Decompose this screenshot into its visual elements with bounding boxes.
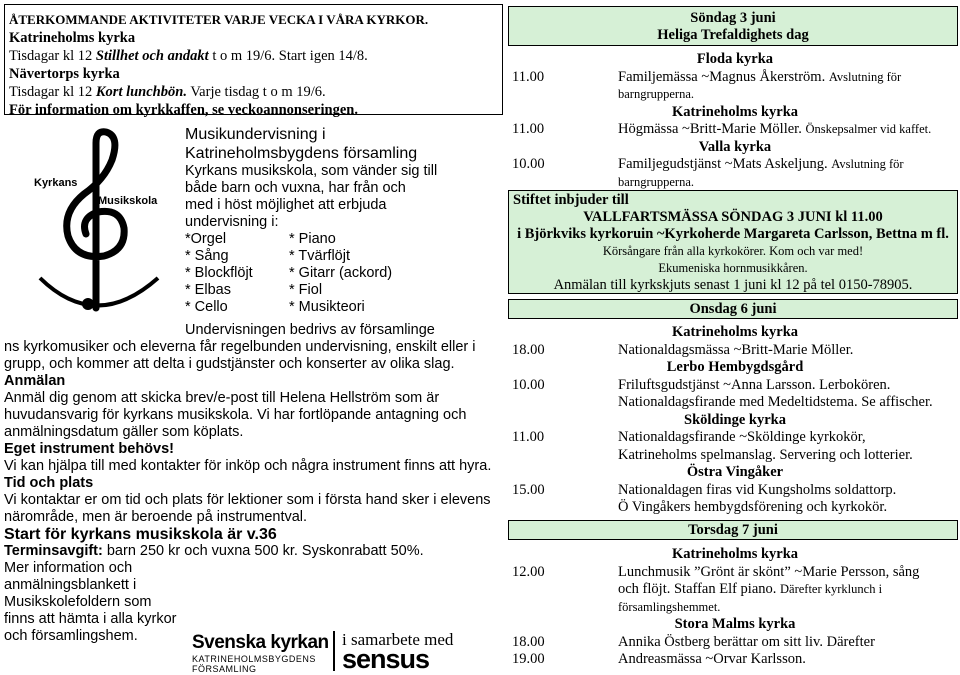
instrument: * Elbas xyxy=(185,282,231,298)
church-name: Floda kyrka xyxy=(696,51,774,67)
samarbete-text: i samarbete med xyxy=(342,630,454,649)
instrument: * Cello xyxy=(185,299,228,315)
treble-clef-icon xyxy=(34,128,164,318)
onsdag-schedule xyxy=(512,324,958,517)
instrument: * Piano xyxy=(289,231,336,247)
svenska-kyrkan-sub: KATRINEHOLMSBYGDENS xyxy=(192,654,316,664)
recurring-activities-box xyxy=(4,4,503,118)
logo-musikskola: Musikskola xyxy=(98,195,158,207)
music-intro-line: undervisning i: xyxy=(185,214,279,230)
stift-event: VALLFARTSMÄSSA SÖNDAG 3 JUNI kl 11.00 xyxy=(583,209,883,225)
instrument: * Gitarr (ackord) xyxy=(289,265,393,281)
onsdag-title: Onsdag 6 juni xyxy=(689,301,777,317)
music-intro-line: Kyrkans musikskola, som vänder sig till xyxy=(185,163,438,179)
instrument-list xyxy=(185,231,505,316)
music-intro-line: både barn och vuxna, har från och xyxy=(185,180,406,196)
music-heading-1: Musikundervisning i xyxy=(185,126,326,143)
music-school-intro xyxy=(185,125,505,316)
time-place-text: Vi kontaktar er om tid och plats för lektioner som i första hand sker i elevens närområde, men är beroende på instrumentval. xyxy=(4,492,491,525)
vallfartsmassa-box xyxy=(508,190,958,294)
instrument: * Musikteori xyxy=(289,299,365,315)
music-heading-2: Katrineholmsbygdens församling xyxy=(185,145,418,162)
onsdag-header xyxy=(508,299,958,319)
torsdag-schedule xyxy=(512,546,958,669)
stift-invite: Stiftet inbjuder till xyxy=(513,192,629,208)
schedule-row: 11.00 Högmässa ~Britt-Marie Möller. Önskepsalmer vid kaffet. xyxy=(512,121,932,137)
sensus-logo: sensus xyxy=(342,644,430,674)
instrument: * Blockflöjt xyxy=(185,265,253,281)
footer-logos xyxy=(186,628,506,674)
schedule-row: 18.00 Annika Östberg berättar om sitt liv. Därefter xyxy=(512,633,875,650)
instrument-heading: Eget instrument behövs! xyxy=(4,441,174,457)
start-heading: Start för kyrkans musikskola är v.36 xyxy=(4,526,277,543)
schedule-row: 10.00 Familjegudstjänst ~Mats Askeljung. Avslutning för barngrupperna. xyxy=(512,156,904,189)
schedule-row: 19.00 Andreasmässa ~Orvar Karlsson. xyxy=(512,651,806,667)
katrineholms-kyrka-label: Katrineholms kyrka xyxy=(9,30,136,46)
svenska-kyrkan-logo: Svenska kyrkan xyxy=(192,632,329,653)
instrument: *Orgel xyxy=(185,231,227,247)
schedule-row: 12.00 Lunchmusik ”Grönt är skönt” ~Marie Persson, sång och flöjt. Staffan Elf piano. Därefter kyrklunch i församlingshemmet. xyxy=(512,563,920,614)
schedule-row: 11.00 Familjemässa ~Magnus Åkerström. Avslutning för barngrupperna. xyxy=(512,68,902,101)
torsdag-title: Torsdag 7 juni xyxy=(688,522,778,538)
recurring-heading: ÅTERKOMMANDE AKTIVITETER VARJE VECKA I VÅRA KYRKOR. xyxy=(9,12,429,27)
logo-divider xyxy=(333,631,335,671)
church-name: Katrineholms kyrka xyxy=(671,103,799,120)
sondag-title: Söndag 3 juni xyxy=(690,10,776,26)
instrument-text: Vi kan hjälpa till med kontakter för inköp och några instrument finns att hyra. xyxy=(4,458,492,474)
navertorps-kyrka-label: Nävertorps kyrka xyxy=(9,66,120,82)
stift-registration: Anmälan till kyrkskjuts senast 1 juni kl 12 på tel 0150-78905. xyxy=(553,277,913,293)
music-intro-line: med i höst möjlighet att erbjuda xyxy=(185,197,387,213)
more-info: Mer information och anmälningsblankett i Musikskolefoldern som finns att hämta i alla kyrkor och församlingshem. xyxy=(4,560,177,644)
church-name: Sköldinge kyrka xyxy=(684,411,786,428)
church-name: Katrineholms kyrka xyxy=(671,324,799,340)
church-name: Lerbo Hembygdsgård xyxy=(666,359,804,375)
church-name: Katrineholms kyrka xyxy=(671,546,799,562)
schedule-row: 18.00 Nationaldagsmässa ~Britt-Marie Möller. xyxy=(512,341,854,358)
torsdag-header xyxy=(508,520,958,540)
church-name: Östra Vingåker xyxy=(686,464,784,480)
stillhet-line: Tisdagar kl 12 Stillhet och andakt t o m 19/6. Start igen 14/8. xyxy=(9,48,368,64)
music-school-details xyxy=(4,322,504,645)
kyrkkaffe-info: För information om kyrkkaffen, se veckoannonseringen. xyxy=(9,102,358,118)
stift-line: Körsångare från alla kyrkokörer. Kom och var med! xyxy=(602,244,864,258)
stift-place: i Björkviks kyrkoruin ~Kyrkoherde Margareta Carlsson, Bettna m fl. xyxy=(517,226,949,242)
sondag-header xyxy=(508,6,958,46)
anmalan-heading: Anmälan xyxy=(4,373,66,389)
lunchbon-line: Tisdagar kl 12 Kort lunchbön. Varje tisdag t o m 19/6. xyxy=(9,84,326,100)
church-name: Valla kyrka xyxy=(698,138,772,155)
musikskola-logo xyxy=(34,128,164,318)
church-name: Stora Malms kyrka xyxy=(674,616,796,632)
time-place-heading: Tid och plats xyxy=(4,475,94,491)
sondag-schedule xyxy=(512,51,958,191)
fee-line: Terminsavgift: barn 250 kr och vuxna 500 kr. Syskonrabatt 50%. xyxy=(4,543,424,559)
anmalan-text: Anmäl dig genom att skicka brev/e-post till Helena Hellström som är huvudansvarig för kyrkans musikskola. Vi har fortlöpande antagning och anmälningsdatum gäller som köplats. xyxy=(4,390,467,440)
svenska-kyrkan-sub2: FÖRSAMLING xyxy=(192,664,257,674)
schedule-row: 15.00 Nationaldagen firas vid Kungsholms soldattorp. Ö Vingåkers hembygdsförening och kyrkokör. xyxy=(512,481,897,515)
instrument: * Tvärflöjt xyxy=(289,248,350,264)
logo-kyrkans: Kyrkans xyxy=(34,177,78,189)
schedule-row: 11.00 Nationaldagsfirande ~Sköldinge kyrkokör, Katrineholms spelmanslag. Servering och lotterier. xyxy=(512,429,913,463)
stift-line: Ekumeniska hornmusikkåren. xyxy=(658,261,808,275)
teaching-paragraph: Undervisningen bedrivs av församlinge ns kyrkomusiker och eleverna får regelbunden undervisning, enskilt eller i grupp, och kommer att delta i gudstjänster och konserter av olika slag. xyxy=(4,322,476,372)
schedule-row: 10.00 Friluftsgudstjänst ~Anna Larsson. Lerbokören. Nationaldagsfirande med Medeltidstema. Se affischer. xyxy=(512,376,933,410)
instrument: * Sång xyxy=(185,248,229,264)
instrument: * Fiol xyxy=(289,282,323,298)
sondag-subtitle: Heliga Trefaldighets dag xyxy=(657,27,809,43)
